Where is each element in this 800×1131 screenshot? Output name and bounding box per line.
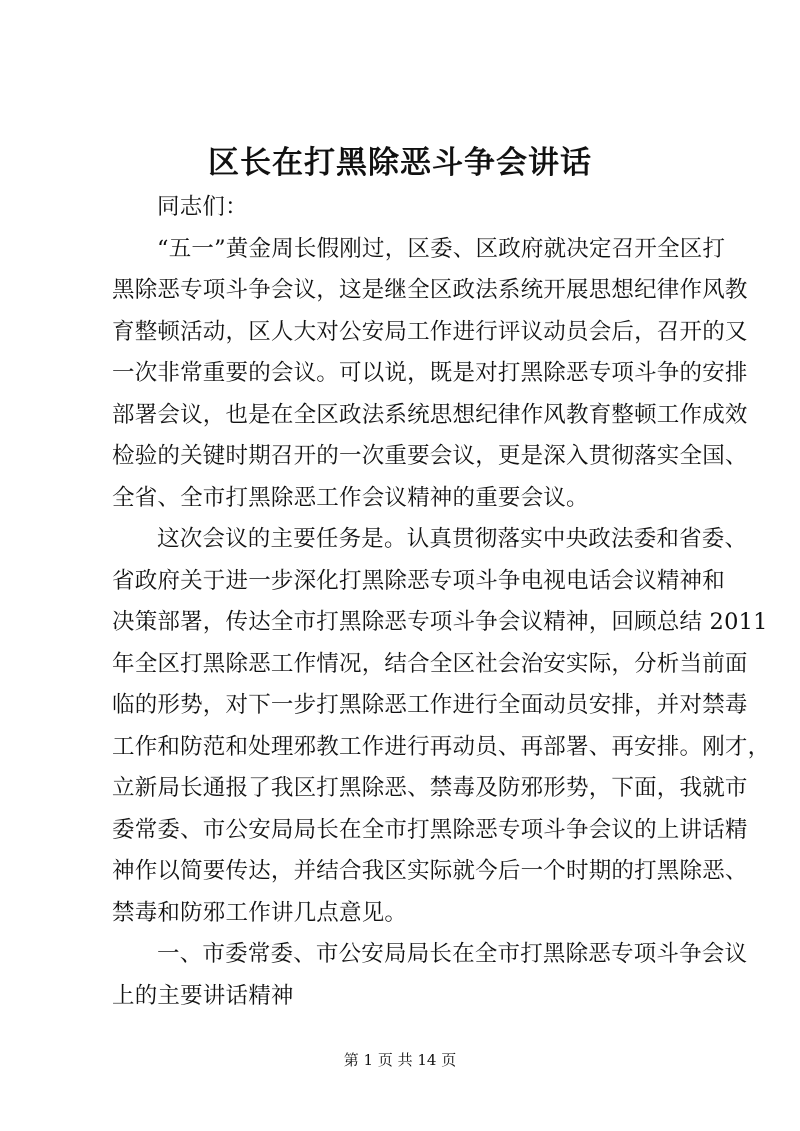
paragraph-line: 这次会议的主要任务是。认真贯彻落实中央政法委和省委、 xyxy=(157,526,748,552)
paragraph-3-heading xyxy=(112,934,748,1017)
paragraph-line: 禁毒和防邪工作讲几点意见。 xyxy=(112,899,408,926)
paragraph-line: 检验的关键时期召开的一次重要会议，更是深入贯彻落实全国、 xyxy=(112,443,748,469)
paragraph-line: 年全区打黑除恶工作情况，结合全区社会治安实际，分析当前面 xyxy=(112,650,748,677)
salutation-line: 同志们： xyxy=(157,194,248,220)
paragraph-line: 神作以简要传达，并结合我区实际就今后一个时期的打黑除恶、 xyxy=(112,858,748,884)
paragraph-line: 决策部署，传达全市打黑除恶专项斗争会议精神，回顾总结 2011 xyxy=(112,609,768,635)
paragraph-line: 临的形势，对下一步打黑除恶工作进行全面动员安排，并对禁毒 xyxy=(112,692,748,718)
paragraph-line: 委常委、市公安局局长在全市打黑除恶专项斗争会议的上讲话精 xyxy=(112,816,748,843)
salutation xyxy=(112,187,706,229)
paragraph-2 xyxy=(112,519,771,934)
paragraph-line: 黑除恶专项斗争会议，这是继全区政法系统开展思想纪律作风教 xyxy=(112,277,748,303)
paragraph-line: 部署会议，也是在全区政法系统思想纪律作风教育整顿工作成效 xyxy=(112,401,748,428)
page-number: 第 1 页 共 14 页 xyxy=(343,1051,457,1069)
paragraph-line: 育整顿活动，区人大对公安局工作进行评议动员会后，召开的又 xyxy=(112,318,748,345)
paragraph-line: 上的主要讲话精神 xyxy=(112,982,294,1009)
document-body xyxy=(112,187,771,1017)
paragraph-line: 省政府关于进一步深化打黑除恶专项斗争电视电话会议精神和 xyxy=(112,567,725,594)
paragraph-line: 工作和防范和处理邪教工作进行再动员、再部署、再安排。刚才， xyxy=(112,733,771,760)
paragraph-line: 一、市委常委、市公安局局长在全市打黑除恶专项斗争会议 xyxy=(157,941,748,967)
paragraph-line: 立新局长通报了我区打黑除恶、禁毒及防邪形势，下面，我就市 xyxy=(112,775,748,801)
paragraph-line: 一次非常重要的会议。可以说，既是对打黑除恶专项斗争的安排 xyxy=(112,360,748,386)
paragraph-1 xyxy=(112,229,748,520)
paragraph-line: 全省、全市打黑除恶工作会议精神的重要会议。 xyxy=(112,484,589,511)
paragraph-line: “五一”黄金周长假刚过，区委、区政府就决定召开全区打 xyxy=(157,235,726,262)
document-title: 区长在打黑除恶斗争会讲话 xyxy=(208,145,592,181)
